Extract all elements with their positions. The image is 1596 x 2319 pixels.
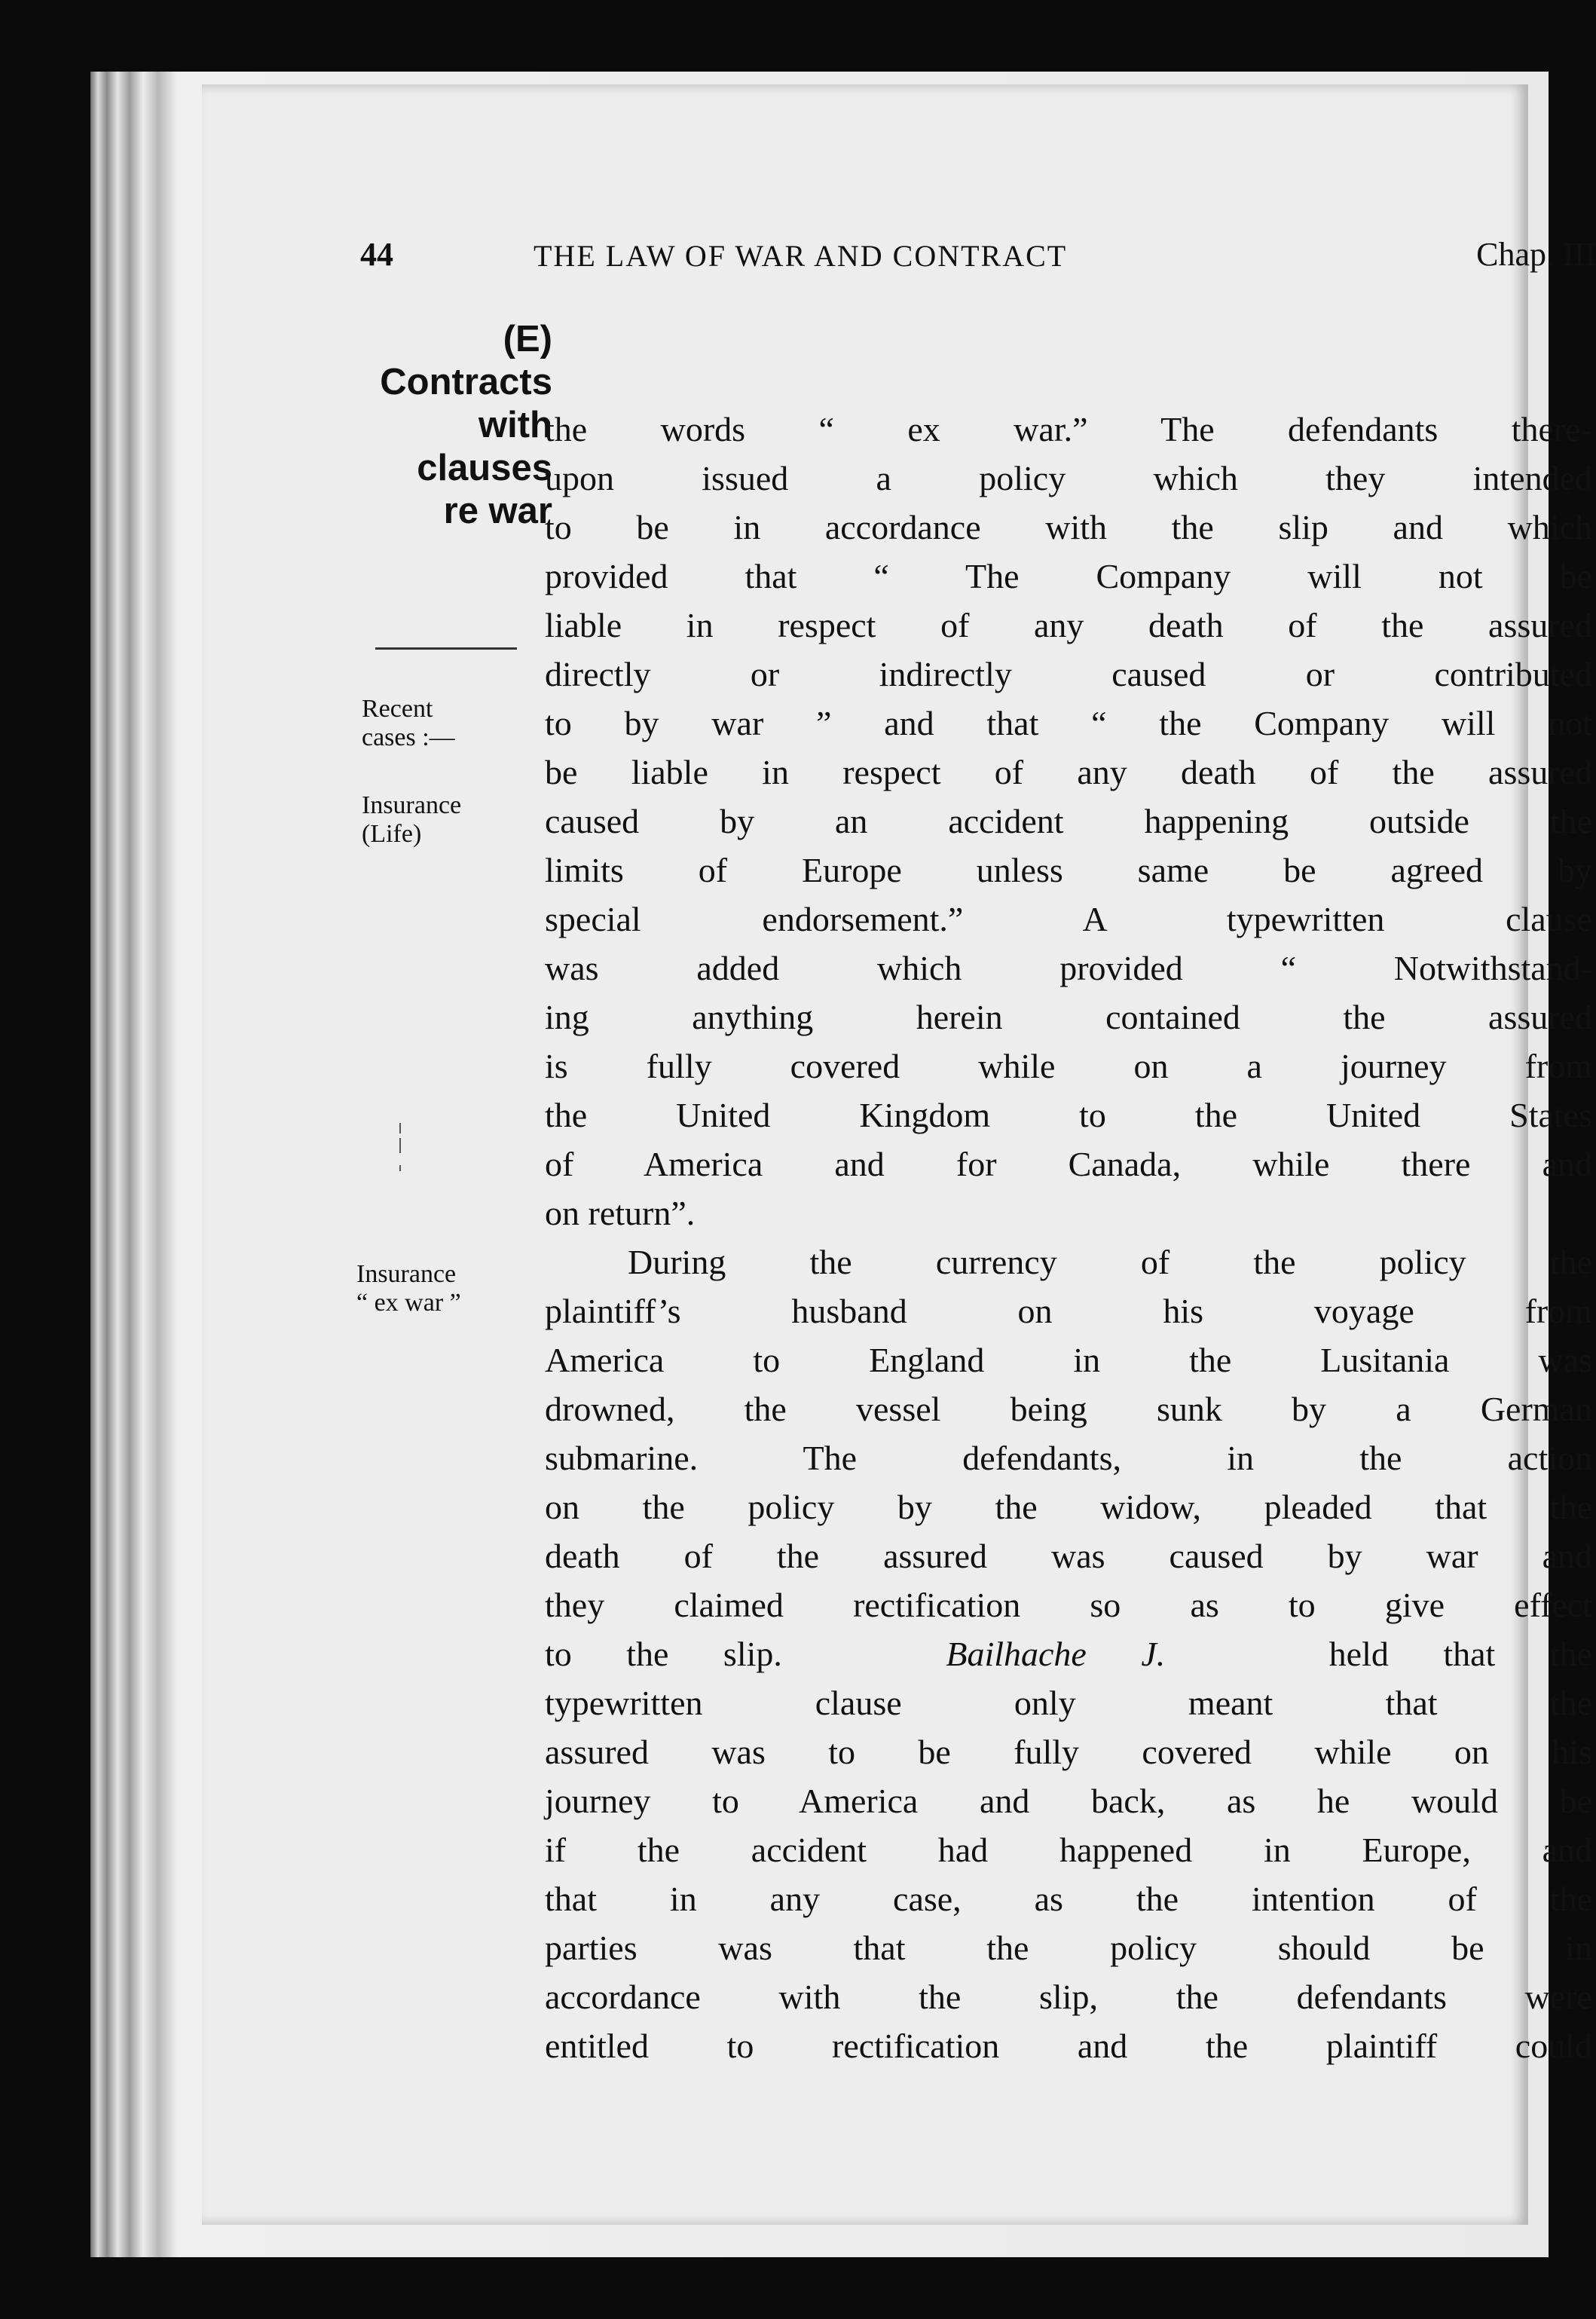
- text-line: America to England in the Lusitania was: [545, 1341, 1592, 1379]
- heading-line: with: [478, 405, 552, 445]
- text-line: upon issued a policy which they intended: [545, 459, 1592, 497]
- text-line: liable in respect of any death of the assured: [545, 606, 1592, 644]
- text-line: was added which provided “ Notwithstand-: [545, 949, 1592, 987]
- text-line: of America and for Canada, while there and: [545, 1145, 1592, 1183]
- text-line: parties was that the policy should be in: [545, 1929, 1592, 1967]
- text-line: if the accident had happened in Europe, and: [545, 1831, 1592, 1869]
- book-page: [202, 84, 1596, 2225]
- text-line: caused by an accident happening outside the: [545, 802, 1592, 840]
- heading-line: Contracts: [380, 362, 552, 402]
- text-line: be liable in respect of any death of the assured: [545, 753, 1592, 791]
- text-line: assured was to be fully covered while on his: [545, 1733, 1592, 1771]
- text-line: provided that “ The Company will not be: [545, 557, 1592, 595]
- text-line: plaintiff’s husband on his voyage from: [545, 1292, 1592, 1330]
- margin-note-insurance-ex-war: [356, 1260, 461, 1317]
- text-line: on the policy by the widow, pleaded that the: [545, 1488, 1592, 1526]
- text-line: drowned, the vessel being sunk by a German: [545, 1390, 1592, 1428]
- text-line: accordance with the slip, the defendants were: [545, 1978, 1592, 2016]
- text-line: special endorsement.” A typewritten clause: [545, 900, 1592, 938]
- text-line: ing anything herein contained the assured: [545, 998, 1592, 1036]
- text-line: death of the assured was caused by war and: [545, 1537, 1592, 1575]
- text-line: is fully covered while on a journey from: [545, 1047, 1592, 1085]
- note-line: Insurance: [356, 1260, 457, 1288]
- text-line: the United Kingdom to the United States: [545, 1096, 1592, 1134]
- heading-line: clauses: [417, 448, 552, 488]
- text-line: submarine. The defendants, in the action: [545, 1439, 1592, 1477]
- text-line: entitled to rectification and the plaintiff could: [545, 2027, 1592, 2065]
- running-title: THE LAW OF WAR AND CONTRACT: [534, 239, 1068, 273]
- text-line-with-judge: [545, 1629, 1592, 1678]
- chapter-label: Chap. III: [1476, 236, 1596, 273]
- margin-pencil-marks: [399, 1118, 402, 1164]
- note-line: (Life): [362, 820, 422, 848]
- note-line: Recent: [362, 695, 433, 723]
- note-line: cases :—: [362, 724, 455, 751]
- text-line: typewritten clause only meant that the: [545, 1684, 1592, 1722]
- margin-note-insurance-life: [362, 791, 461, 849]
- judge-name: Bailhache J.: [946, 1635, 1166, 1673]
- page-header: [360, 235, 1596, 288]
- margin-note-recent-cases: [362, 695, 455, 752]
- text-fragment: to the slip.: [545, 1635, 782, 1673]
- text-fragment: held that the: [1328, 1635, 1592, 1673]
- heading-line: (E): [503, 319, 552, 359]
- heading-line: re war: [443, 491, 552, 531]
- text-line: journey to America and back, as he would be: [545, 1782, 1592, 1820]
- margin-divider: [375, 647, 517, 650]
- text-line: that in any case, as the intention of the: [545, 1880, 1592, 1918]
- text-line: to be in accordance with the slip and which: [545, 508, 1592, 546]
- note-line: Insurance: [362, 791, 462, 819]
- body-text: [545, 405, 1592, 2070]
- text-line: limits of Europe unless same be agreed by: [545, 851, 1592, 889]
- page-number: 44: [360, 236, 393, 273]
- text-line: they claimed rectification so as to give effect: [545, 1586, 1592, 1624]
- text-line: the words “ ex war.” The defendants there-: [545, 410, 1592, 448]
- note-line: “ ex war ”: [356, 1289, 461, 1317]
- text-line: directly or indirectly caused or contributed: [545, 655, 1592, 693]
- text-line: to by war ” and that “ the Company will not: [545, 704, 1592, 742]
- text-line: on return”.: [545, 1194, 696, 1232]
- margin-section-heading: [356, 318, 552, 533]
- text-line: During the currency of the policy the: [628, 1243, 1592, 1281]
